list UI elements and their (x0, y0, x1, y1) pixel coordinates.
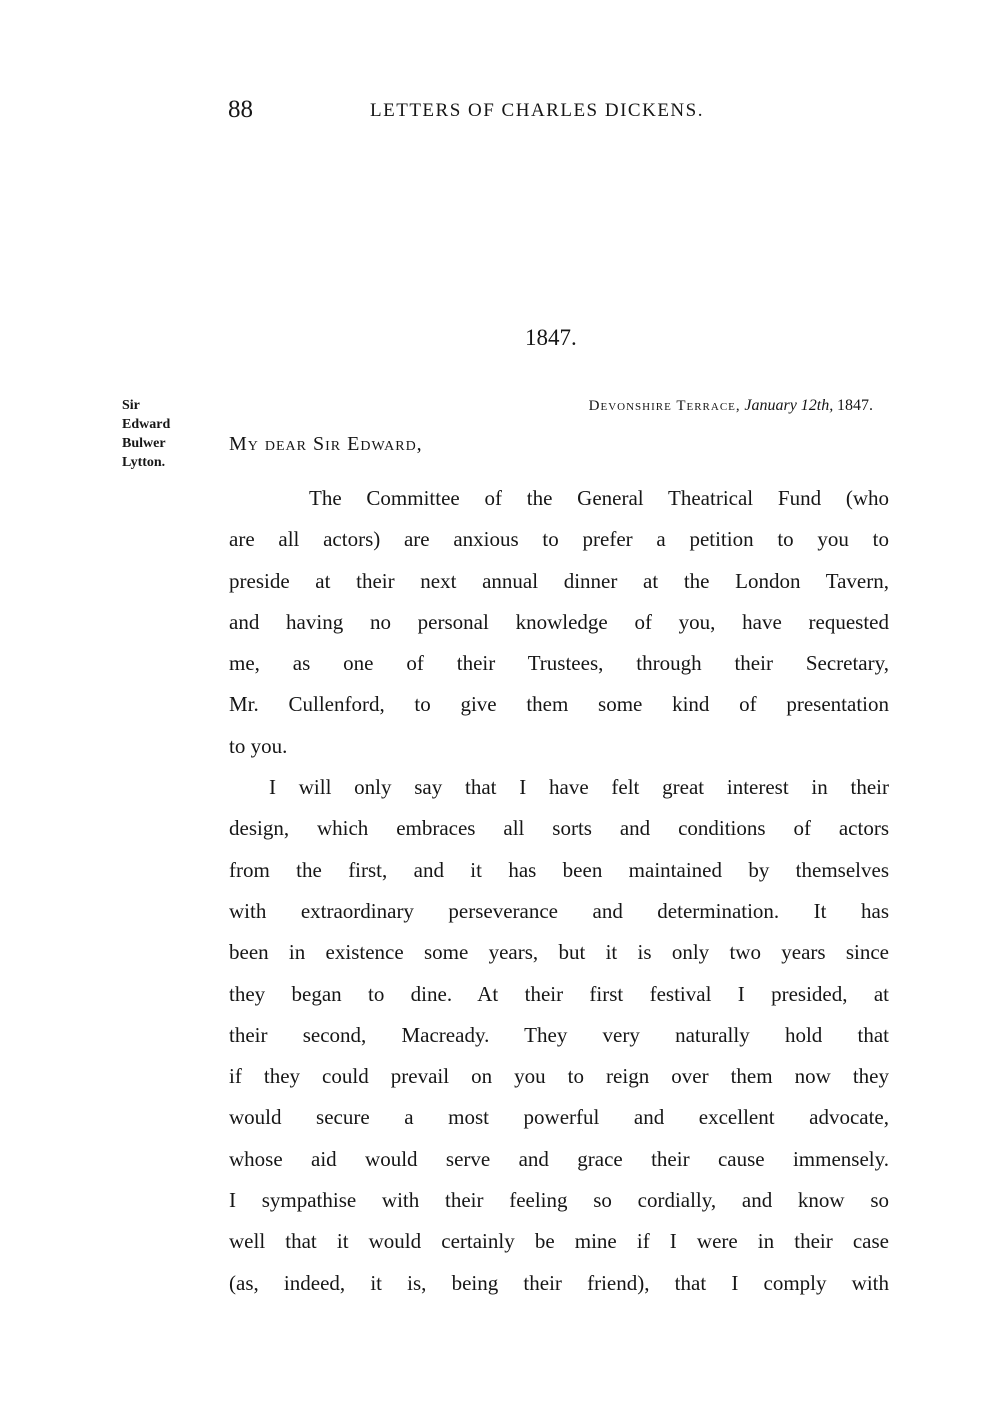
side-note-line: Edward (122, 417, 171, 432)
text-line: me, as one of their Trustees, through their Secretary, (229, 651, 889, 676)
dateline (589, 397, 873, 415)
text-line: The Committee of the General Theatrical Fund (who (309, 486, 889, 510)
side-note (122, 396, 212, 472)
text-line: with extraordinary perseverance and determination. It has (229, 898, 889, 923)
text-line: preside at their next annual dinner at the London Tavern, (229, 568, 889, 593)
text-line: (as, indeed, it is, being their friend), that I comply with (229, 1270, 889, 1295)
text-line: whose aid would serve and grace their cause immensely. (229, 1146, 889, 1171)
text-line: if they could prevail on you to reign over them now they (229, 1064, 889, 1089)
dateline-place: Devonshire Terrace, (588, 398, 741, 414)
dateline-year: 1847. (837, 397, 873, 414)
text-line: been in existence some years, but it is only two years since (229, 940, 889, 965)
year-heading: 1847. (525, 325, 577, 350)
paragraph (229, 478, 889, 767)
text-line: Mr. Cullenford, to give them some kind of presentation (229, 692, 889, 717)
text-line: their second, Macready. They very naturally hold that (229, 1022, 889, 1047)
paragraph (229, 767, 889, 1304)
page-number: 88 (228, 96, 253, 123)
text-line: I sympathise with their feeling so cordially, and know so (229, 1188, 889, 1213)
side-note-line: Bulwer (122, 436, 166, 451)
text-line: to you. (229, 733, 288, 758)
text-line: I will only say that I have felt great interest in their (269, 775, 889, 800)
dateline-date: January 12th, (744, 397, 834, 414)
book-title: LETTERS OF CHARLES DICKENS. (370, 100, 704, 121)
text-line: they began to dine. At their first festival I presided, at (229, 981, 889, 1006)
side-note-line: Sir (122, 398, 140, 413)
letter-body (229, 478, 889, 1304)
text-line: are all actors) are anxious to prefer a petition to you to (229, 527, 889, 552)
text-line: design, which embraces all sorts and conditions of actors (229, 816, 889, 841)
text-line: and having no personal knowledge of you, have requested (229, 609, 889, 634)
side-note-line: Lytton. (122, 455, 166, 470)
text-line: well that it would certainly be mine if I were in their case (229, 1229, 889, 1254)
running-head (228, 96, 788, 136)
text-line: from the first, and it has been maintained by themselves (229, 857, 889, 882)
text-line: would secure a most powerful and excellent advocate, (229, 1105, 889, 1130)
salutation: My dear Sir Edward, (229, 433, 423, 455)
